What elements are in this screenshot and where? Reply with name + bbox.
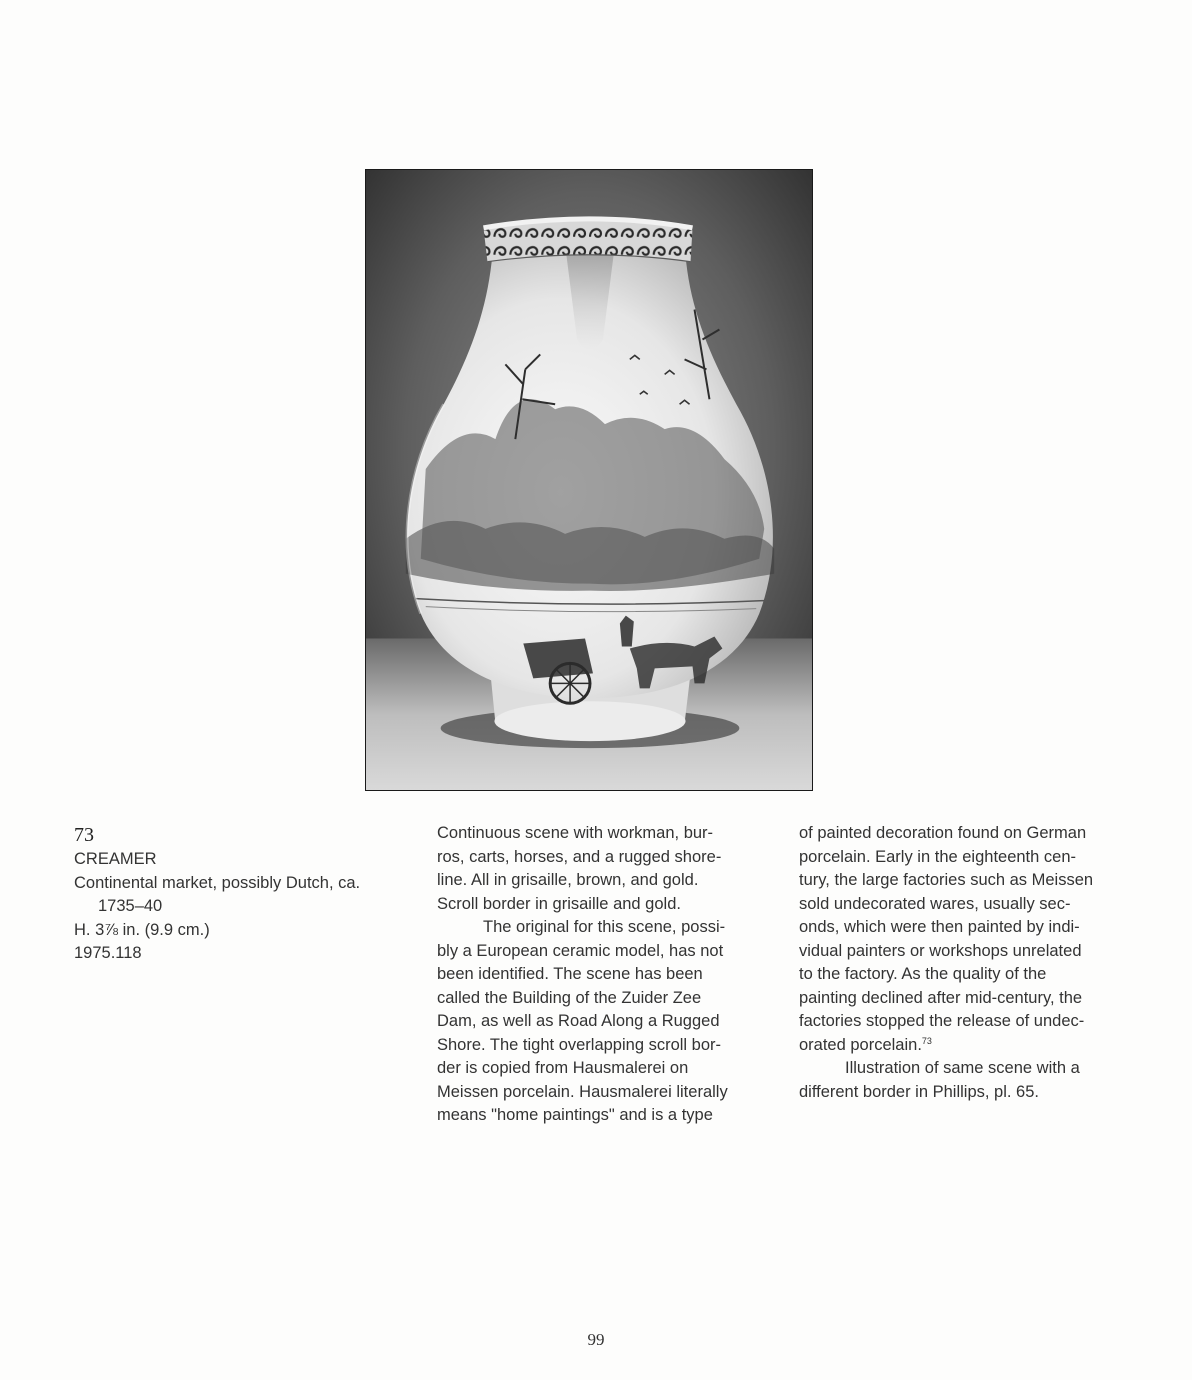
text-line: tury, the large factories such as Meissen (799, 871, 1094, 889)
catalogue-number: 73 (74, 824, 94, 846)
catalogue-entry (74, 822, 384, 966)
text-line: Continuous scene with workman, bur- (437, 824, 714, 842)
text-line-with-footnote (799, 1034, 1129, 1058)
text-line: onds, which were then painted by indi- (799, 918, 1080, 936)
page-number: 99 (587, 1330, 605, 1349)
text-line: called the Building of the Zuider Zee (437, 988, 702, 1007)
text-fragment: orated porcelain. (799, 1035, 922, 1054)
origin-line: Continental market, possibly Dutch, ca. (74, 873, 361, 892)
text-line: Scroll border in grisaille and gold. (437, 894, 681, 913)
text-line: been identified. The scene has been (437, 965, 703, 983)
text-line: sold undecorated wares, usually sec- (799, 894, 1071, 913)
text-line: painting declined after mid-century, the (799, 988, 1083, 1007)
object-title: CREAMER (74, 850, 157, 868)
text-line: The original for this scene, possi- (483, 918, 726, 936)
description-column-2 (799, 822, 1129, 1104)
creamer-photograph (365, 169, 813, 791)
text-line: der is copied from Hausmalerei on (437, 1059, 689, 1077)
creamer-illustration (366, 170, 812, 790)
text-line: of painted decoration found on German (799, 824, 1087, 842)
text-line: different border in Phillips, pl. 65. (799, 1082, 1039, 1101)
text-line: Dam, as well as Road Along a Rugged (437, 1012, 720, 1030)
text-line: line. All in grisaille, brown, and gold. (437, 871, 699, 889)
text-line: Shore. The tight overlapping scroll bor- (437, 1035, 722, 1054)
text-line: to the factory. As the quality of the (799, 965, 1047, 983)
date-line: 1735–40 (98, 897, 163, 915)
text-line: means "home paintings" and is a type (437, 1106, 713, 1124)
text-line: porcelain. Early in the eighteenth cen- (799, 847, 1077, 866)
description-column-1 (437, 822, 757, 1128)
text-line: factories stopped the release of undec- (799, 1012, 1085, 1030)
text-line: Meissen porcelain. Hausmalerei literally (437, 1082, 728, 1101)
text-line: ros, carts, horses, and a rugged shore- (437, 847, 722, 866)
text-line: vidual painters or workshops unrelated (799, 941, 1082, 960)
dimensions-line: H. 3⅞ in. (9.9 cm.) (74, 920, 210, 939)
text-line: Illustration of same scene with a (845, 1059, 1080, 1077)
text-line: bly a European ceramic model, has not (437, 941, 724, 960)
footnote-reference: 73 (921, 1035, 932, 1046)
accession-number: 1975.118 (74, 944, 142, 962)
